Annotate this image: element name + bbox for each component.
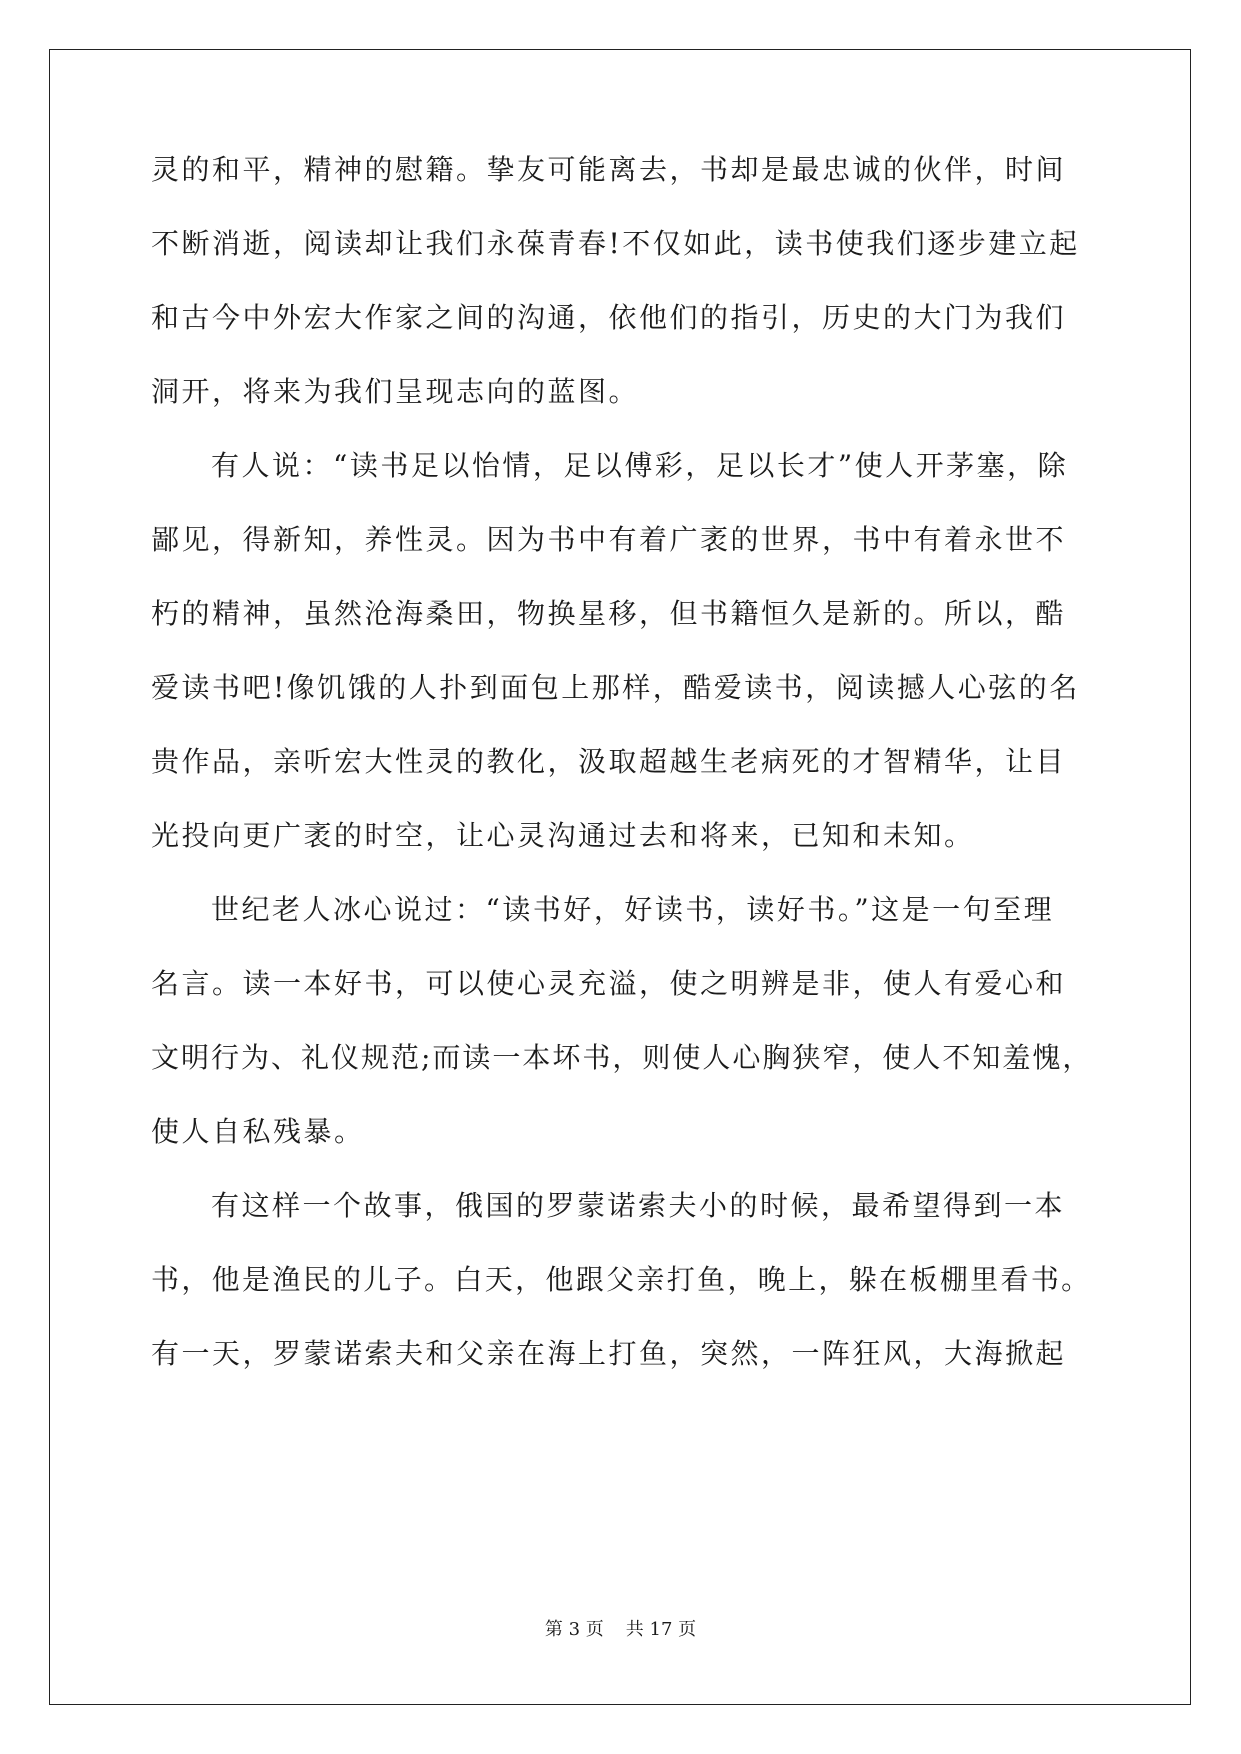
- page-footer: [0, 1619, 1241, 1641]
- text-line: 世纪老人冰心说过：“读书好，好读书，读好书。”这是一句至理: [211, 893, 1055, 926]
- text-line: 朽的精神，虽然沧海桑田，物换星移，但书籍恒久是新的。所以，酷: [151, 597, 1067, 630]
- text-line: 洞开，将来为我们呈现志向的蓝图。: [151, 375, 640, 408]
- text-line: 文明行为、礼仪规范;而读一本坏书，则使人心胸狭窄，使人不知羞愧，: [151, 1041, 1093, 1074]
- text-line: 不断消逝，阅读却让我们永葆青春!不仅如此，读书使我们逐步建立起: [151, 227, 1080, 260]
- text-line: 鄙见，得新知，养性灵。因为书中有着广袤的世界，书中有着永世不: [151, 523, 1067, 556]
- text-line: 光投向更广袤的时空，让心灵沟通过去和将来，已知和未知。: [151, 819, 975, 852]
- text-line: 使人自私残暴。: [151, 1115, 365, 1148]
- text-line: 有这样一个故事，俄国的罗蒙诺索夫小的时候，最希望得到一本: [211, 1189, 1066, 1222]
- page-border: [49, 49, 1191, 1705]
- page-number: 第 3 页: [544, 1619, 604, 1640]
- text-line: 灵的和平，精神的慰籍。挚友可能离去，书却是最忠诚的伙伴，时间: [151, 153, 1067, 186]
- text-line: 和古今中外宏大作家之间的沟通，依他们的指引，历史的大门为我们: [151, 301, 1067, 334]
- text-line: 有一天，罗蒙诺索夫和父亲在海上打鱼，突然，一阵狂风，大海掀起: [151, 1337, 1067, 1370]
- text-line: 有人说：“读书足以怡情，足以傅彩，足以长才”使人开茅塞，除: [211, 449, 1069, 482]
- text-line: 爱读书吧!像饥饿的人扑到面包上那样，酷爱读书，阅读撼人心弦的名: [151, 671, 1080, 704]
- text-line: 名言。读一本好书，可以使心灵充溢，使之明辨是非，使人有爱心和: [151, 967, 1067, 1000]
- text-line: 书，他是渔民的儿子。白天，他跟父亲打鱼，晚上，躲在板棚里看书。: [151, 1263, 1092, 1296]
- page-total: 共 17 页: [625, 1619, 697, 1640]
- text-line: 贵作品，亲听宏大性灵的教化，汲取超越生老病死的才智精华，让目: [151, 745, 1067, 778]
